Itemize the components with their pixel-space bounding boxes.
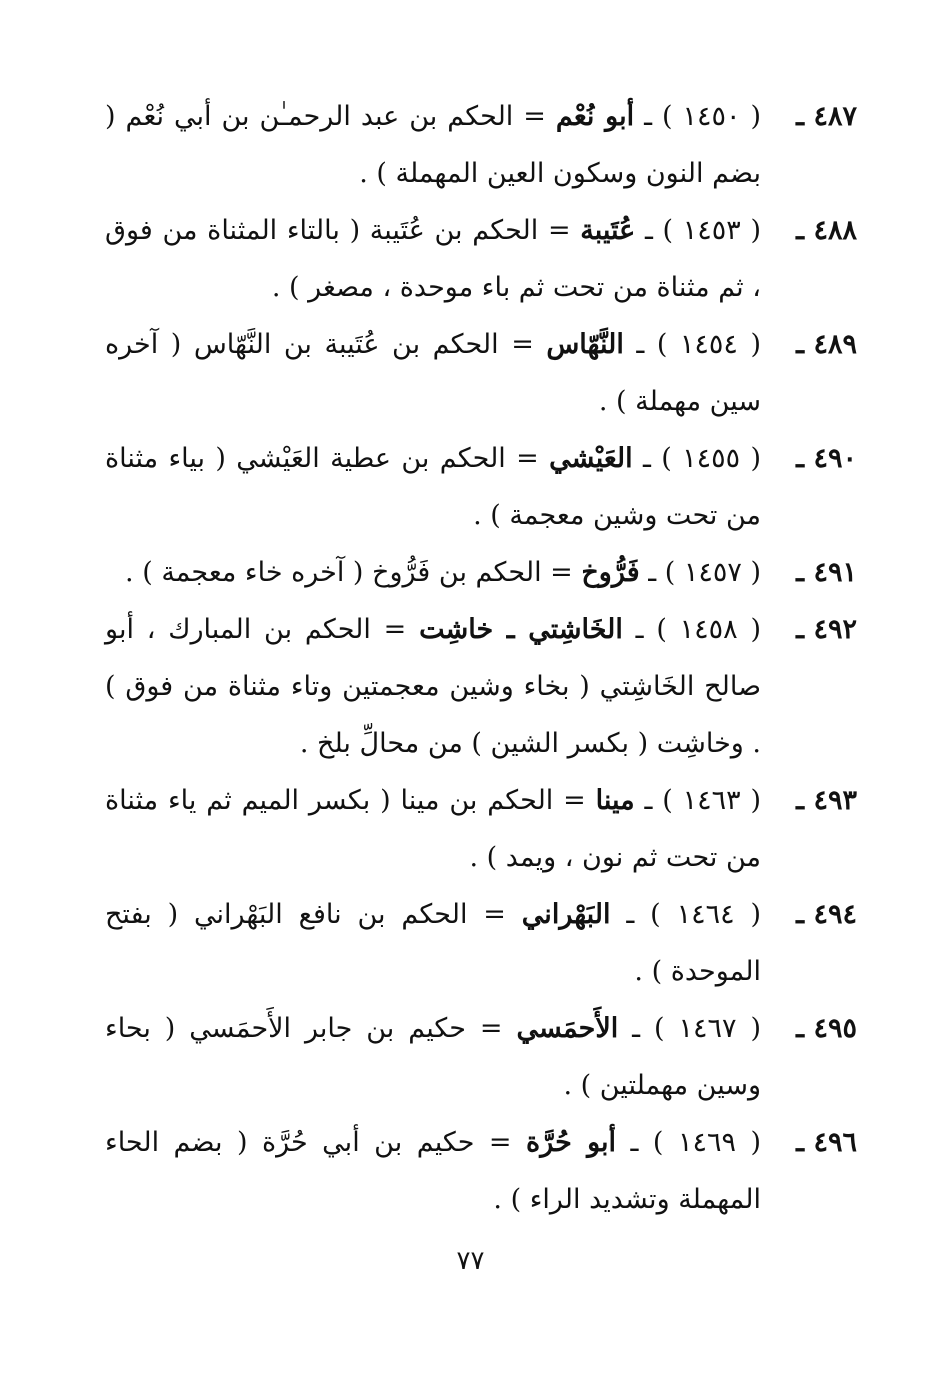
entry-gloss: = الحكم بن عُتَيبة بن النَّهّاس ( آخره سين مهملة ) . <box>105 329 761 417</box>
entry-ref: ( ١٤٥٣ ) ـ <box>635 215 761 246</box>
entry-ref: ( ١٤٥٥ ) ـ <box>632 443 761 474</box>
entry-number: ٤٩٤ ـ <box>796 899 857 930</box>
entry-body <box>105 614 761 759</box>
entries-list <box>105 88 857 1228</box>
entry-490 <box>105 430 857 544</box>
entry-gloss: = الحكم بن عُتَيبة ( بالتاء المثناة من فوق ، ثم مثناة من تحت ثم باء موحدة ، مصغر ) . <box>105 215 761 303</box>
entry-headword: الأَحمَسي <box>516 1013 619 1044</box>
entry-495 <box>105 1000 857 1114</box>
entry-gloss: = الحكم بن مينا ( بكسر الميم ثم ياء مثناة من تحت ثم نون ، ويمد ) . <box>105 785 761 873</box>
entry-headword: مينا <box>595 785 635 816</box>
entry-488 <box>105 202 857 316</box>
entry-ref: ( ١٤٥٨ ) ـ <box>622 614 761 645</box>
entry-ref: ( ١٤٦٤ ) ـ <box>610 899 761 930</box>
entry-gloss: = الحكم بن فَرُّوخ ( آخره خاء معجمة ) . <box>125 557 582 588</box>
entry-494 <box>105 886 857 1000</box>
entry-body <box>105 443 761 531</box>
entry-number: ٤٩١ ـ <box>796 557 857 588</box>
entry-gloss: = الحكم بن نافع البَهْراني ( بفتح الموحدة ) . <box>105 899 761 987</box>
entry-ref: ( ١٤٦٩ ) ـ <box>616 1127 761 1158</box>
entry-gloss: = الحكم بن المبارك ، أبو صالح الخَاشِتي ( بخاء وشين معجمتين وتاء مثناة من فوق ) . وخاشِت ( بكسر الشين ) من محالِّ بلخ . <box>105 614 761 759</box>
entry-headword: النَّهّاس <box>546 329 624 360</box>
entry-number: ٤٩٠ ـ <box>796 443 857 474</box>
entry-gloss: = الحكم بن عبد الرحمـٰن بن أبي نُعْم ( بضم النون وسكون العين المهملة ) . <box>105 101 761 189</box>
entry-headword: أبو حُرَّة <box>526 1127 617 1158</box>
entry-headword: البَهْراني <box>521 899 611 930</box>
entry-body <box>105 1127 761 1215</box>
entry-ref: ( ١٤٦٣ ) ـ <box>634 785 761 816</box>
entry-491 <box>105 544 857 601</box>
entry-number: ٤٨٩ ـ <box>796 329 857 360</box>
page-number: ٧٧ <box>456 1246 485 1276</box>
entry-ref: ( ١٤٥٤ ) ـ <box>623 329 761 360</box>
entry-headword: أبو نُعْم <box>555 101 635 132</box>
entry-body <box>105 329 761 417</box>
entry-number: ٤٩٣ ـ <box>796 785 857 816</box>
entry-492 <box>105 601 857 772</box>
entry-body <box>105 785 761 873</box>
entry-gloss: = الحكم بن عطية العَيْشي ( بياء مثناة من تحت وشين معجمة ) . <box>105 443 761 531</box>
entry-headword: العَيْشي <box>549 443 633 474</box>
entry-headword: الخَاشِتي ـ خاشِت <box>419 614 623 645</box>
entry-489 <box>105 316 857 430</box>
entry-ref: ( ١٤٦٧ ) ـ <box>618 1013 761 1044</box>
entry-headword: عُتَيبة <box>580 215 636 246</box>
entry-ref: ( ١٤٥٧ ) ـ <box>639 557 761 588</box>
entry-gloss: = حكيم بن جابر الأَحمَسي ( بحاء وسين مهملتين ) . <box>105 1013 761 1101</box>
entry-number: ٤٨٨ ـ <box>796 215 857 246</box>
entry-body <box>105 101 761 189</box>
entry-number: ٤٩٦ ـ <box>796 1127 857 1158</box>
entry-ref: ( ١٤٥٠ ) ـ <box>634 101 761 132</box>
entry-487 <box>105 88 857 202</box>
entry-body <box>105 1013 761 1101</box>
entry-number: ٤٩٢ ـ <box>796 614 857 645</box>
entry-number: ٤٨٧ ـ <box>796 101 857 132</box>
entry-496 <box>105 1114 857 1228</box>
entry-body <box>105 899 761 987</box>
entry-body <box>125 557 761 588</box>
entry-body <box>105 215 761 303</box>
entry-number: ٤٩٥ ـ <box>796 1013 857 1044</box>
entry-gloss: = حكيم بن أبي حُرَّة ( بضم الحاء المهملة وتشديد الراء ) . <box>105 1127 761 1215</box>
entry-493 <box>105 772 857 886</box>
entry-headword: فَرُّوخ <box>581 557 640 588</box>
